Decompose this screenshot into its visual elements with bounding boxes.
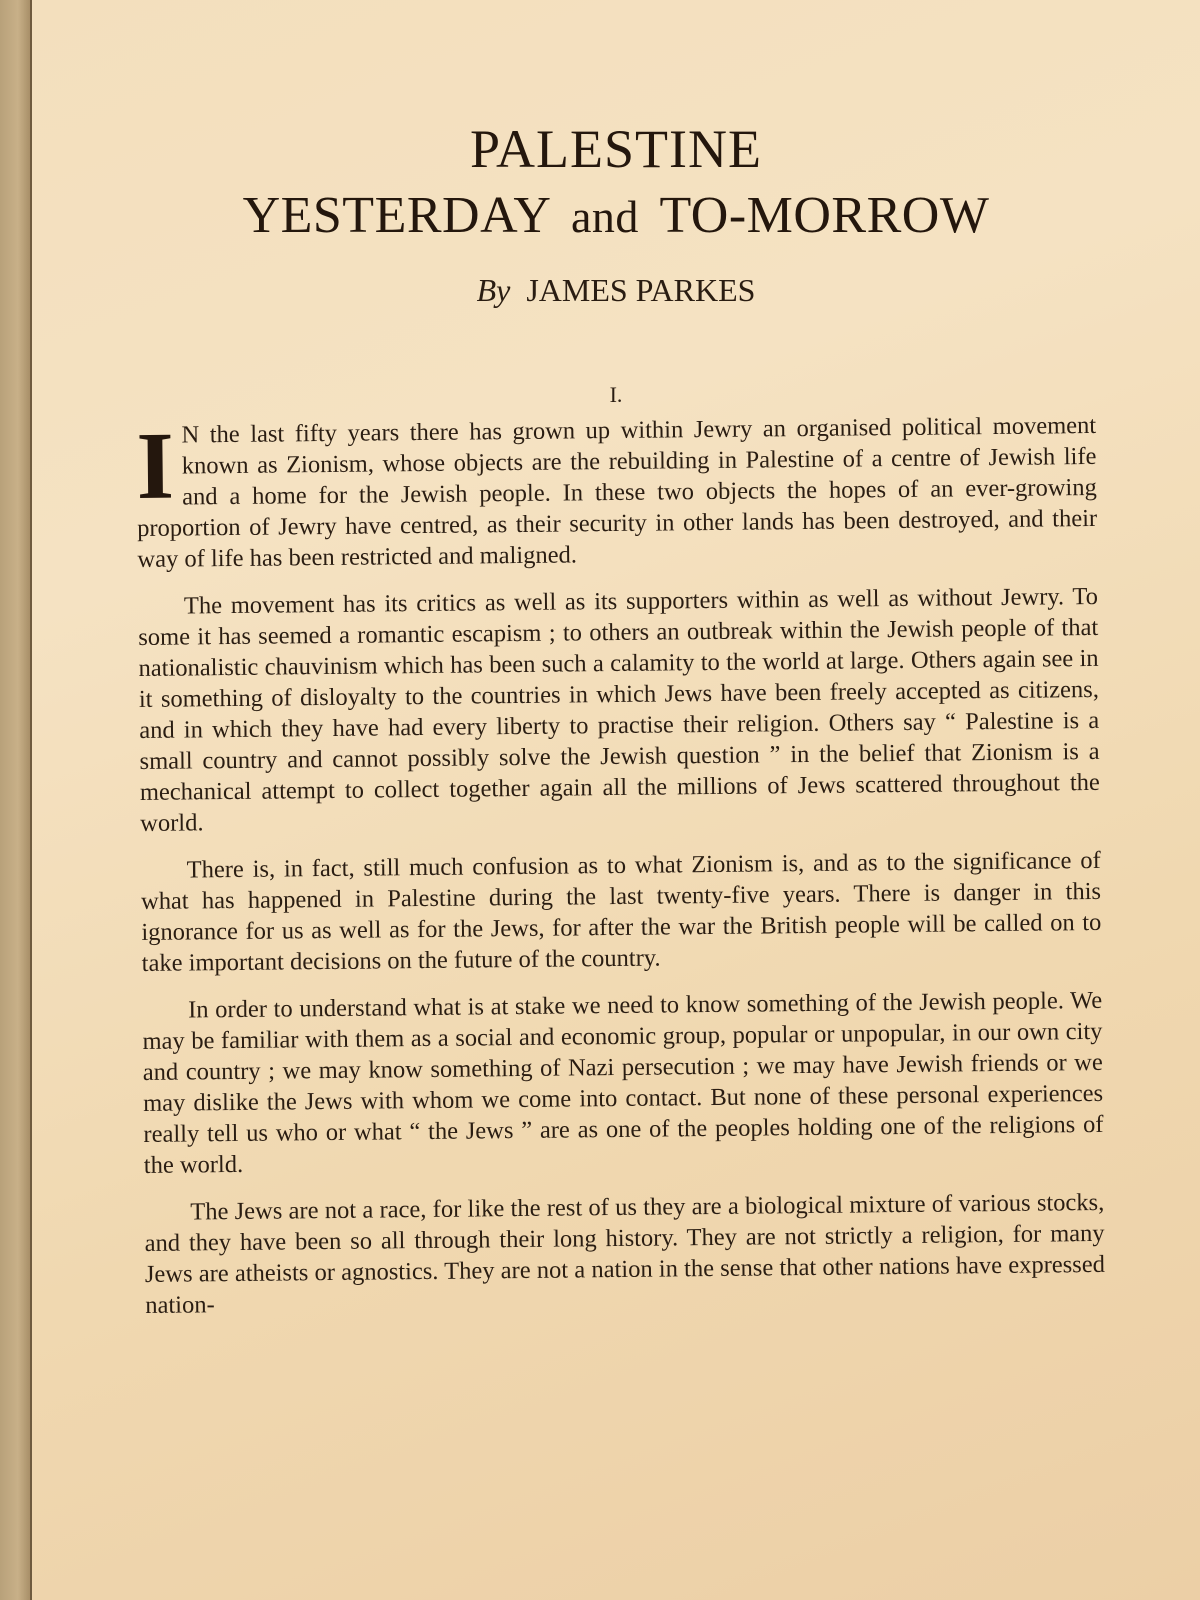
book-spine-edge <box>0 0 32 1600</box>
drop-cap: I <box>135 411 175 519</box>
title-yesterday: YESTERDAY <box>242 187 550 244</box>
paragraph-3: There is, in fact, still much confusion as to what Zionism is, and as to the significance of what has happened in Palestine during the last twenty-five years. There is danger in this ignorance for us as well as for the Jews, for after the war the British people will be called on to take important decisions on the future of the country. <box>140 846 1102 977</box>
title-line-1: PALESTINE <box>469 119 763 179</box>
author-name: JAMES PARKES <box>526 272 756 308</box>
lead-letter: N <box>181 421 200 449</box>
paragraph-1 <box>136 410 1098 575</box>
article-body <box>136 410 1106 1337</box>
byline-by: By <box>476 272 511 308</box>
title-line-2 <box>32 186 1200 245</box>
paragraph-2: The movement has its critics as well as its supporters within as well as without Jewry. To some it has seemed a romantic escapism ; to others an outbreak within the Jewish people of that nationalistic chauvinism which has been such a calamity to the world at large. Others again see in it something of disloyalty to the countries in which Jews have been freely accepted as citizens, and in which they have had every liberty to practise their religion. Others say “ Palestine is a small country and cannot possibly solve the Jewish question ” in the belief that Zionism is a mechanical attempt to collect together again all the millions of Jews scattered throughout the world. <box>138 582 1100 837</box>
paragraph-text: the last fifty years there has grown up within Jewry an organised political movement known as Zionism, whose objects are the rebuilding in Palestine of a centre of Jewish life and a home for the Jewish people. In these two objects the hopes of an ever-growing proportion of Jewry have centred, as their security in other lands has been destroyed, and their way of life has been restricted and maligned. <box>136 411 1098 573</box>
paragraph-5: The Jews are not a race, for like the rest of us they are a biological mixture of various stocks, and they have been so all through their long history. They are not strictly a religion, for many Jews are atheists or agnostics. They are not a nation in the sense that other nations have expressed nation- <box>144 1188 1106 1319</box>
title-tomorrow: TO-MORROW <box>659 187 990 244</box>
section-number: I. <box>609 382 623 407</box>
title-and: and <box>570 191 639 242</box>
paragraph-4: In order to understand what is at stake we need to know something of the Jewish people. We may be familiar with them as a social and economic group, popular or unpopular, in our own city and country ; we may know something of Nazi persecution ; we may have Jewish friends or we may dislike the Jews with whom we come into contact. But none of these personal experiences really tell us who or what “ the Jews ” are as one of the peoples holding one of the religions of the world. <box>142 986 1104 1179</box>
byline <box>32 272 1200 309</box>
book-page <box>32 0 1200 1600</box>
